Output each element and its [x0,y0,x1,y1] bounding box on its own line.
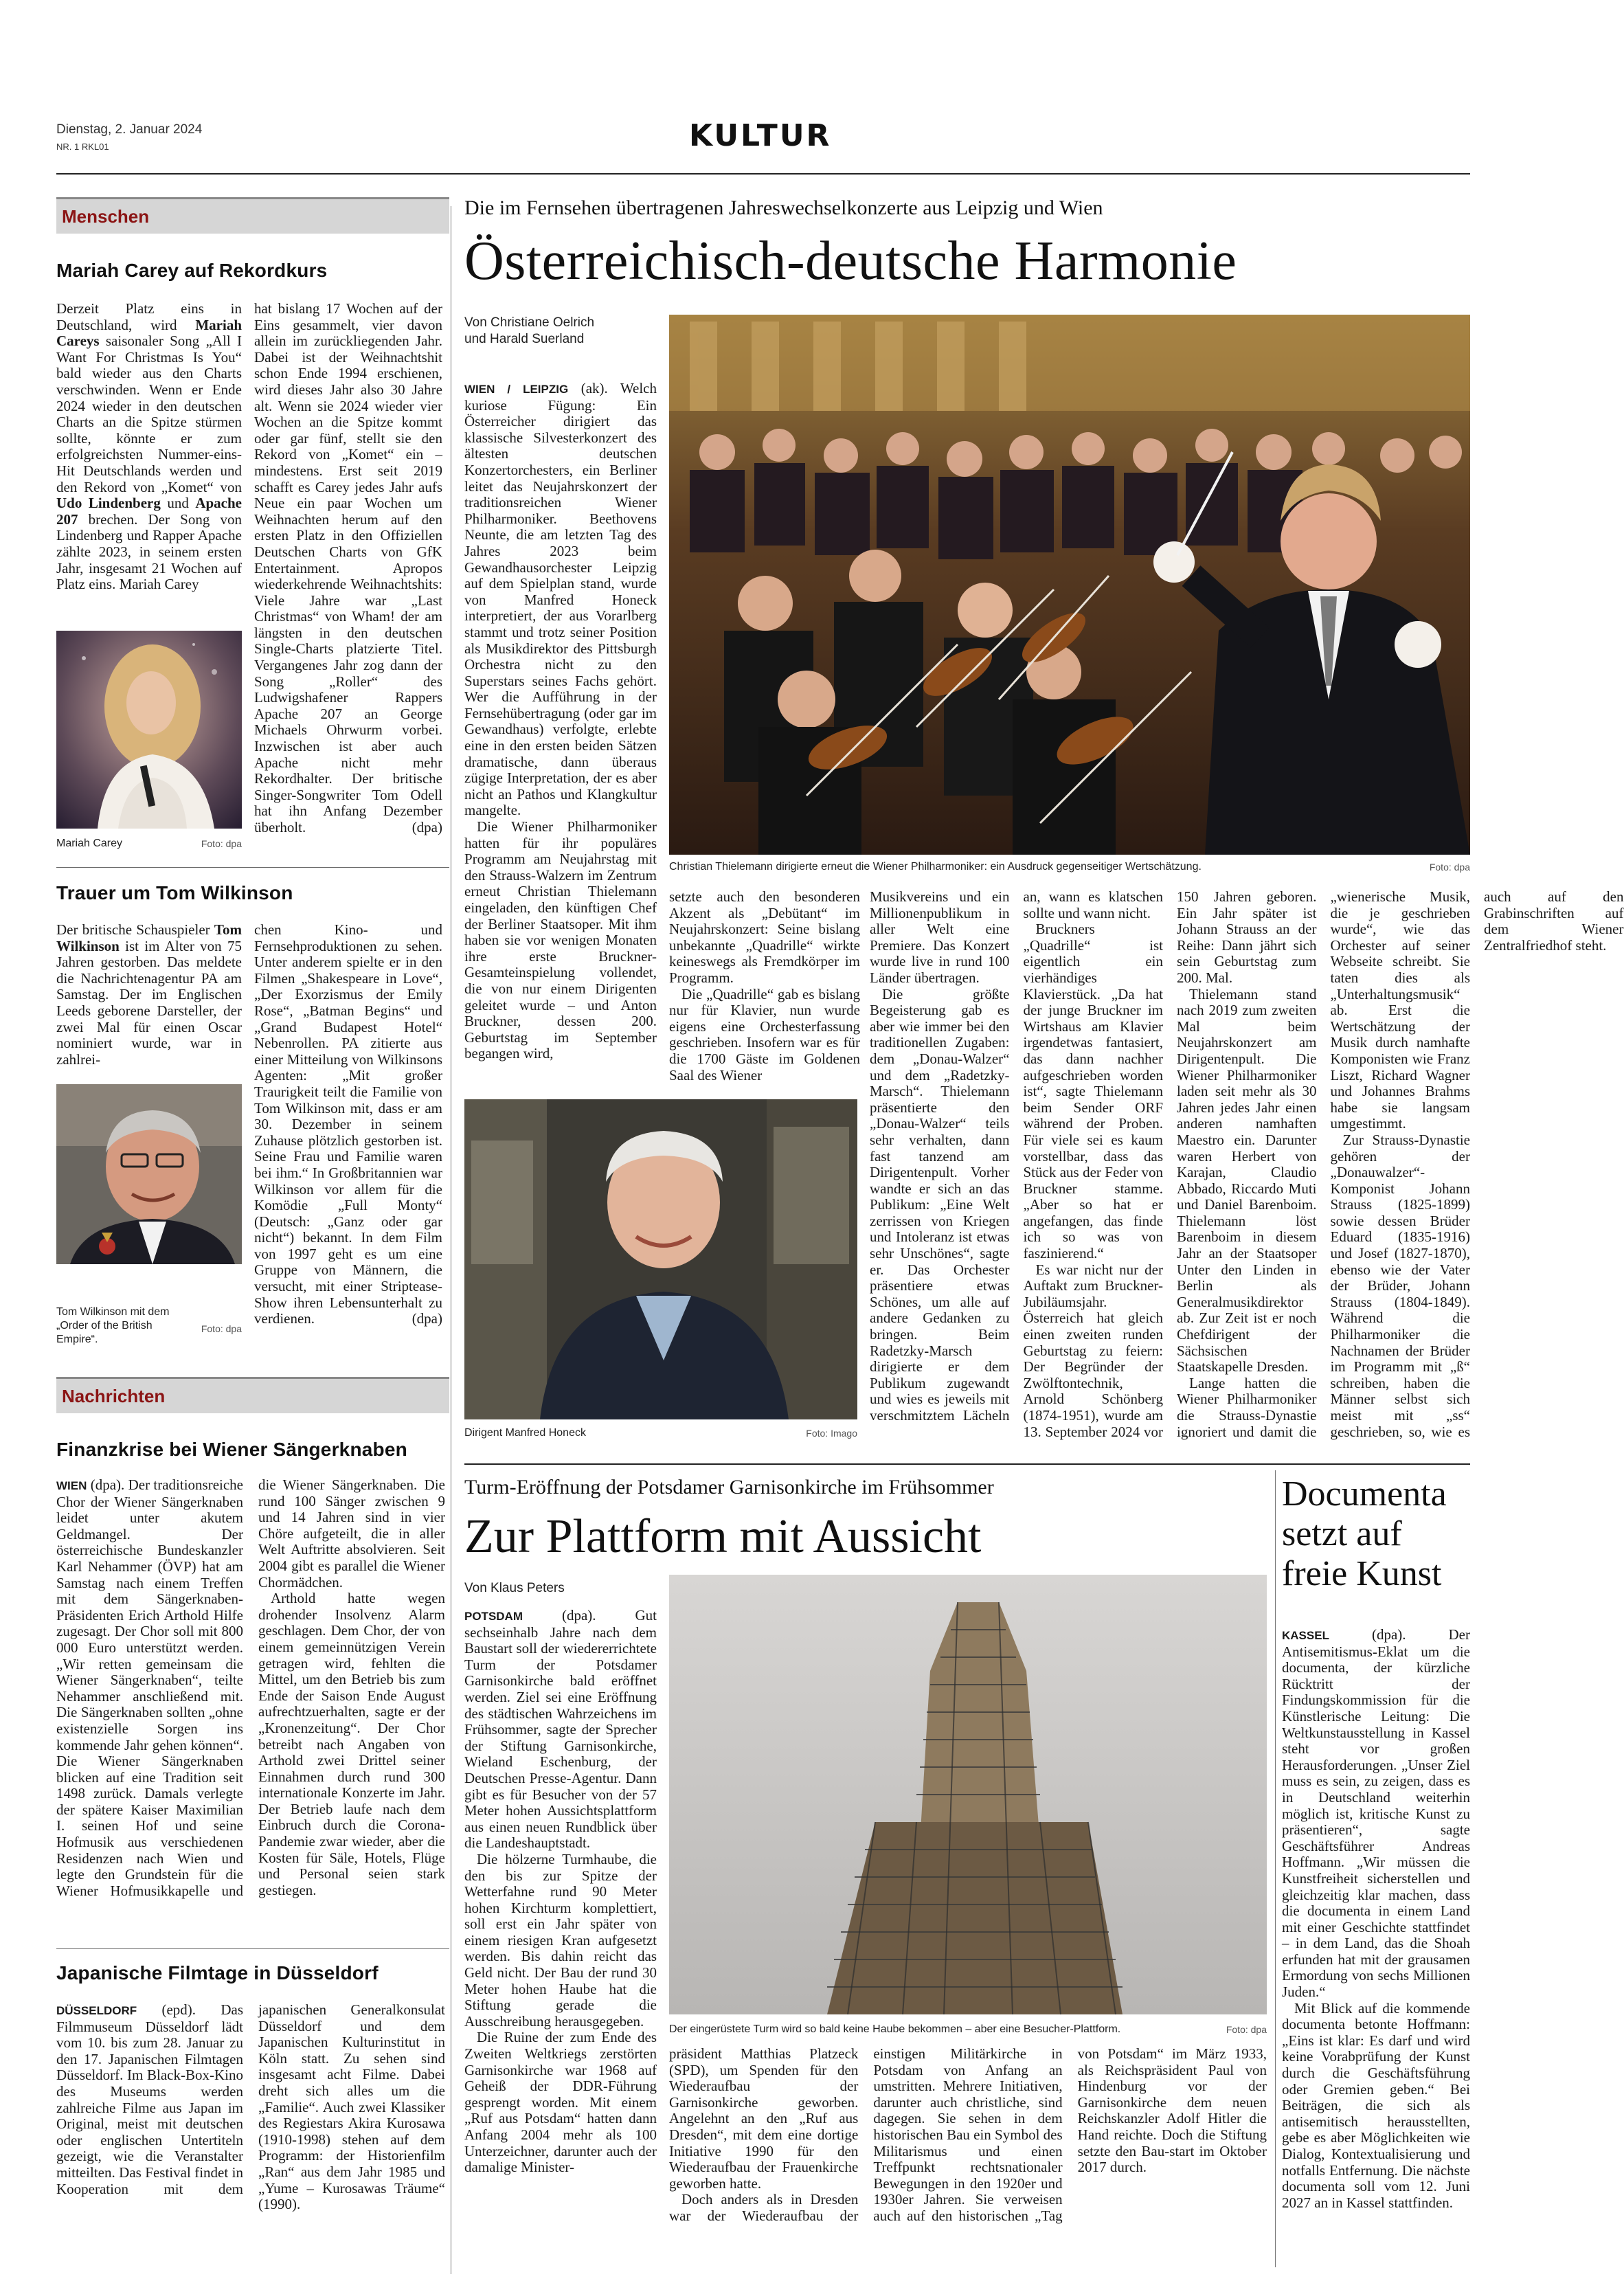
carey-credit: Foto: dpa [201,838,242,849]
nachrichten-divider [56,1948,449,1949]
menschen-box-header [56,197,449,234]
carey-end-tag: (dpa) [411,819,442,835]
garnison-body-col1: POTSDAM (dpa). Gut sechseinhalb Jahre nach dem Baustart soll der wiedererrichtete Turm der Potsdamer Garnisonkirche bald eröffnet werden. Ziel sei eine Eröffnung des städtischen Wahrzeichens im Frühsommer, sagte der Sprecher der Stiftung Garnisonkirche, Wieland Eschenburg, der Deutschen Presse-Agentur. Dann gibt es für Besucher von der 57 Meter hohen Aussichtsplattform aus einen neuen Rundblick über die Landeshauptstadt. Die hölzerne Turmhaube, die den bis zur Spitze der Wetterfahne rund 90 Meter hohen Kirchturm komplettiert, soll erst ein Jahr später von einem riesigen Kran aufgesetzt werden. Bis dahin reicht das Geld nicht. Der Bau der rund 30 Meter hohen Haube hat die Stiftung gerade die Ausschreibung herausgegeben. Die Ruine der zum Ende des Zweiten Weltkriegs zerstörten Garnisonkirche war 1968 auf Geheiß der DDR-Führung gesprengt worden. Mit einem „Ruf aus Potsdam“ hatten dann Anfang 2004 mehr als 100 Unterzeichner, darunter auch der damalige Minister- [464,1607,657,2176]
honeck-caption: Dirigent Manfred Honeck [464,1427,586,1439]
nachrichten-box-header [56,1377,449,1413]
carey-caption: Mariah Carey [56,838,123,849]
documenta-headline-line3: freie Kunst [1282,1554,1442,1594]
garnison-credit: Foto: dpa [1226,2024,1267,2035]
edition-number: NR. 1 RKL01 [56,142,109,152]
garnison-body-lower: präsident Matthias Platzeck (SPD), um Spenden für den Wiederaufbau der Garnisonkirche geworben. Angelehnt an den „Ruf aus Dresden“, mit dem eine dortige Initiative 1990 für den Wiederaufbau der Frauenkirche geworben hatte. Doch anders als in Dresden war der Wiederaufbau der einstigen Militärkirche in Potsdam von Anfang an umstritten. Mehrere Initiativen, darunter auch christliche, sind dagegen. Sie sehen in dem historischen Bau ein Symbol des Militarismus und einen Treffpunkt rechtsnationaler Bewegungen in den 1920er und 1930er Jahren. Sie verweisen auch auf den historischen „Tag von Potsdam“ im März 1933, als Reichspräsident Paul von Hindenburg vor der Garnisonkirche dem neuen Reichskanzler Adolf Hitler die Hand reichte. Doch die Stiftung setzte den Bau-start im Oktober 2017 durch. [669,2045,1267,2224]
menschen-label: Menschen [62,206,150,227]
lead-place: WIEN / LEIPZIG [464,383,569,396]
documenta-place: KASSEL [1282,1629,1329,1642]
filmtage-place: DÜSSELDORF [56,2004,137,2017]
wilkinson-end-tag: (dpa) [411,1310,442,1327]
documenta-body: KASSEL (dpa). Der Antisemitismus-Eklat um die documenta, der kürzliche Rücktritt der Findungskommission für die Künstlerische Leitung: Die Weltkunstausstellung in Kassel steht vor großen Herausforderungen. „Unser Ziel muss es sein, zu zeigen, dass es in Deutschland weiterhin möglich ist, kritische Kunst zu präsentieren“, sagte Geschäftsführer Andreas Hoffmann. „Wir müssen die Kunstfreiheit sicherstellen und gleichzeitig klar machen, dass die documenta in einem Land mit einer Geschichte stattfindet – in dem Land, das die Shoah erfunden hat mit der grausamen Ermordung von sechs Millionen Juden.“ Mit Blick auf die kommende documenta betonte Hoffmann: „Eins ist klar: Es darf und wird keine Vorabprüfung der Kunst durch die Geschäftsführung oder Gremien geben.“ Bei Beiträgen, die sich als antisemitisch herausstellten, gebe es aber Möglichkeiten wie Dialog, Kontextualisierung und notfalls Entfernung. Die nächste documenta soll vom 12. Juni 2027 an in Kassel stattfinden. [1282,1626,1470,2211]
lead-author-line1: Von Christiane Oelrich [464,315,595,330]
honeck-credit: Foto: Imago [806,1428,857,1439]
documenta-headline [1282,1474,1447,1595]
lead-author [464,315,594,348]
lead-headline: Österreichisch-deutsche Harmonie [464,231,1237,291]
issue-date: Dienstag, 2. Januar 2024 [56,122,203,137]
filmtage-body: DÜSSELDORF (epd). Das Filmmuseum Düsseldorf lädt vom 10. bis zum 28. Januar zu den 17. Japanischen Filmtagen Düsseldorf. Im Black-Box-Kino des Museums werden zahlreiche Filme aus Japan im Original, meist mit deutschen oder englischen Untertiteln gezeigt, wie die Veranstalter mitteilten. Das Festival findet in Kooperation mit dem japanischen Generalkonsulat Düsseldorf und dem Japanischen Kulturinstitut in Köln statt. Zu sehen sind insgesamt acht Filme. Dabei dreht sich alles um die „Familie“. Auch zwei Klassiker des Regiestars Akira Kurosawa (1910-1998) stehen auf dem Programm: der Historienfilm „Ran“ aus dem Jahr 1985 und „Yume – Kurosawas Träume“ (1990). [56,2001,445,2213]
wilkinson-credit: Foto: dpa [201,1323,242,1334]
garnison-kicker: Turm-Eröffnung der Potsdamer Garnisonkirche im Frühsommer [464,1476,994,1498]
filmtage-headline: Japanische Filmtage in Düsseldorf [56,1962,379,1984]
saengerknaben-headline: Finanzkrise bei Wiener Sängerknaben [56,1439,407,1460]
thielemann-photo [669,315,1470,855]
wilkinson-body-col2: chen Kino- und Fernsehproduktionen zu sehen. Unter anderem spielte er in den Filmen „Shakespeare in Love“, „Der Exorzismus der Emily Rose“, „Batman Begins“ und „Grand Budapest Hotel“ Nebenrollen. PA zitierte aus einer Mitteilung von Wilkinsons Agenten: „Mit großer Traurigkeit teilt die Familie von Tom Wilkinson mit, dass er am 30. Dezember in seinem Zuhause plötzlich gestorben ist. Seine Frau und Familie waren bei ihm.“ In Großbritannien war Wilkinson vor allem für die Komödie „Full Monty“ (Deutsch: „Ganz oder gar nicht“) bekannt. In dem Film von 1997 geht es um eine Gruppe von Männern, die versucht, mit einer Striptease-Show ihren Lebensunterhalt zu verdienen. (dpa) [254,921,442,1327]
lead-body-cols-right: Musikvereins und ein Millionenpublikum in aller Welt eine Premiere. Das Konzert wurde live in rund 100 Länder übertragen. Die größte Begeisterung gab es aber wie immer bei den traditionellen Zugaben: dem „Donau-Walzer“ und dem „Radetzky-Marsch“. Thielemann präsentierte den „Donau-Walzer“ teils sehr verhalten, dann fast tanzend am Dirigentenpult. Vorher wandte er sich an das Publikum: „Eine Welt zerrissen von Kriegen und Intoleranz ist etwas sehr Unschönes“, sagte er. Das Orchester präsentiere etwas Schönes, um alle auf andere Gedanken zu bringen. Beim Radetzky-Marsch dirigierte er dem Publikum zugewandt und wies es jeweils mit verschmitztem Lächeln an, wann es klatschen sollte und wann nicht. Bruckners „Quadrille“ ist eigentlich ein vierhändiges Klavierstück. „Da hat der junge Bruckner im Wirtshaus am Klavier irgendetwas fantasiert, das dann nachher aufgeschrieben worden ist“, sagte Thielemann beim Sender ORF während der Proben. Für viele sei es kaum vorstellbar, dass das Stück aus der Feder von Bruckner stamme. „Aber so hat er angefangen, das finde ich so was von faszinierend.“ Es war nicht nur der Auftakt zum Bruckner-Jubiläumsjahr. Österreich hat gleich einen zweiten runden Geburtstag zu feiern: Der Begründer der Zwölftontechnik, Arnold Schönberg (1874-1951), wurde am 13. September 2024 vor 150 Jahren geboren. Ein Jahr später ist Johann Strauss an der Reihe: Dann jährt sich sein Geburtstag zum 200. Mal. Thielemann stand nach 2019 zum zweiten Mal beim Neujahrskonzert am Dirigentenpult. Die Wiener Philharmoniker laden seit mehr als 30 Jahren jedes Jahr einen anderen namhaften Maestro ein. Darunter waren Herbert von Karajan, Claudio Abbado, Riccardo Muti und Daniel Barenboim. Thielemann löst Barenboim in diesem Jahr an der Staatsoper Unter den Linden in Berlin als Generalmusikdirektor ab. Zur Zeit ist er noch Chefdirigent der Sächsischen Staatskapelle Dresden. Lange hatten die Wiener Philharmoniker die Strauss-Dynastie ignoriert und damit die „wienerische Musik, die je geschrieben wurde“, wie das Orchester auf seiner Webseite schreibt. Sie taten dies als „Unterhaltungsmusik“ ab. Erst die Wertschätzung der Musik durch namhafte Komponisten wie Franz Liszt, Richard Wagner und Johannes Brahms habe sie langsam umgestimmt. Zur Strauss-Dynastie gehören der „Donauwalzer“-Komponist Johann Strauss (1825-1899) sowie dessen Brüder Eduard (1835-1916) und Josef (1827-1870), ebenso wie der Vater der Brüder, Johann Strauss (1804-1849). Während die Philharmoniker die Nachnamen der Brüder im Programm mit „ß“ schreiben, haben die Männer selbst sich meist mit „ss“ geschrieben, so, wie es auch auf den Grabinschriften auf dem Wiener Zentralfriedhof steht. [870,888,1624,1440]
documenta-divider [1275,1470,1276,2267]
carey-photo [56,631,242,829]
garnison-author: Von Klaus Peters [464,1581,565,1595]
documenta-headline-line1: Documenta [1282,1474,1447,1514]
saengerknaben-place: WIEN [56,1479,87,1492]
carey-headline: Mariah Carey auf Rekordkurs [56,260,328,281]
honeck-photo [464,1099,857,1419]
wilkinson-body-col1: Der britische Schauspieler Tom Wilkinson ist im Alter von 75 Jahren gestorben. Das meldete die Nachrichtenagentur PA am Samstag. Der im Englischen Leeds geborene Darsteller, der zwei Mal für einen Oscar nominiert wurde, war in zahlrei- [56,921,242,1068]
garnison-place: POTSDAM [464,1610,523,1623]
carey-body-col2: hat bislang 17 Wochen auf der Eins gesammelt, vier davon allein im zurückliegenden Jahr. Dabei ist der Weihnachtshit schon Ende 1994 erschienen, wird dieses Jahr also 30 Jahre alt. Wenn sie 2024 wieder vier Wochen an die Spitze kommt oder gar fünf, stellt sie den Rekord von „Komet“ ein – mindestens. Erst seit 2019 schafft es Carey jedes Jahr aufs Neue ein paar Wochen um Weihnachten herum auf den ersten Platz in den Offiziellen Deutschen Charts von GfK Entertainment. Apropos wiederkehrende Weihnachtshits: Viele Jahre war „Last Christmas“ von Wham! der am längsten in den deutschen Single-Charts platzierte Titel. Vergangenes Jahr zog dann der Song „Roller“ des Ludwigshafener Rappers Apache 207 an George Michaels Ohrwurm vorbei. Inzwischen ist aber auch Apache nicht mehr Rekordhalter. Der britische Singer-Songwriter Tom Odell hat ihn Anfang Dezember überholt. (dpa) [254,300,442,835]
wilkinson-caption: Tom Wilkinson mit dem „Order of the British Empire“. [56,1306,170,1345]
saengerknaben-body: WIEN (dpa). Der traditionsreiche Chor der Wiener Sängerknaben leidet unter akutem Geldmangel. Der österreichische Bundeskanzler Karl Nehammer (ÖVP) hat am Samstag nach einem Treffen mit dem Sängerknaben-Präsidenten Erich Arthold Hilfe zugesagt. Der Chor soll mit 800 000 Euro unterstützt werden. „Wir retten gemeinsam die Wiener Sängerknaben“, teilte Nehammer anschließend mit. Die Sängerknaben sollten „ohne existenzielle Sorgen ins kommende Jahr gehen können“. Die Wiener Sängerknaben blicken auf eine Tradition seit 1498 zurück. Damals verlegte der spätere Kaiser Maximilian I. seinen Hof und seine Hofmusik aus verschiedenen Residenzen nach Wien und legte den Grundstein für die Wiener Hofmusikkapelle und die Wiener Sängerknaben. Die rund 100 Sänger zwischen 9 und 14 Jahren sind in vier Chöre aufgeteilt, die in aller Welt Auftritte absolvieren. Seit 2004 gibt es parallel die Wiener Chormädchen. Arthold hatte wegen drohender Insolvenz Alarm geschlagen. Dem Chor, der von einem gemeinnützigen Verein getragen wird, fehlten die Mittel, um den Betrieb bis zum Ende der Saison Ende August aufrechtzuerhalten, sagte er der „Kronenzeitung“. Der Chor betreibt nach Angaben von Arthold zwei Drittel seiner Einnahmen durch rund 300 internationale Konzerte im Jahr. Der Betrieb laufe nach dem Einbruch durch die Corona-Pandemie zwar wieder, aber die Kosten für Säle, Hotels, Flüge und Personal seien stark gestiegen. [56,1476,445,1899]
thielemann-credit: Foto: dpa [1429,862,1470,873]
garnison-photo [669,1575,1267,2014]
documenta-headline-line2: setzt auf [1282,1514,1402,1554]
header-rule [56,173,1470,175]
lead-body-col2-top: setzte auch den besonderen Akzent als „Debütant“ im Neujahrskonzert: Seine bislang unbekannte „Quadrille“ wirkte keineswegs als Fremdkörper im Programm. Die „Quadrille“ gab es bislang nur für Klavier, nun wurde eigens eine Orchesterfassung geschrieben. Insofern war es für die 1700 Gäste im Goldenen Saal des Wiener [669,888,860,1083]
menschen-divider [56,867,449,868]
nachrichten-label: Nachrichten [62,1386,166,1406]
thielemann-caption: Christian Thielemann dirigierte erneut die Wiener Philharmoniker: ein Ausdruck gegenseitiger Wertschätzung. [669,861,1202,873]
garnison-headline: Zur Plattform mit Aussicht [464,1510,982,1563]
carey-body-col1: Derzeit Platz eins in Deutschland, wird Mariah Careys saisonaler Song „All I Want For Christmas Is You“ bald wieder aus den Charts verschwinden. Wenn er Ende 2024 wieder in den deutschen Charts an die Spitze stürmen sollte, könnte er zum erfolgreichsten Nummer-eins-Hit Deutschlands werden und den Rekord von „Komet“ von Udo Lindenberg und Apache 207 brechen. Der Song von Lindenberg und Rapper Apache zählte 2023, in seinem ersten Jahr, insgesamt 21 Wochen auf Platz eins. Mariah Carey [56,300,242,593]
garnison-caption: Der eingerüstete Turm wird so bald keine Haube bekommen – aber eine Besucher-Plattform. [669,2023,1121,2035]
lead-bottom-rule [464,1463,1470,1465]
lead-body-col1: WIEN / LEIPZIG (ak). Welch kuriose Fügung: Ein Österreicher dirigiert das klassische Silvesterkonzert des ältesten deutschen Konzertorchesters, ein Berliner leitet das Neujahrskonzert der traditionsreichen Wiener Philharmoniker. Beethovens Neunte, die am letzten Tag des Jahres 2023 beim Gewandhausorchester Leipzig auf dem Spielplan stand, wurde von Manfred Honeck interpretiert, der aus Vorarlberg stammt und trotz seiner Position als Musikdirektor des Pittsburgh Orchestra nicht zu den Superstars seines Fachs gehört. Wer die Aufführung in der Fernsehübertragung (oder gar im Gewandhaus) verfolgte, erlebte eine in den ersten beiden Sätzen dramatische, dann überaus zügige Interpretation, der es aber nicht an Pathos und Klangkultur mangelte. Die Wiener Philharmoniker hatten für ihr populäres Programm am Neujahrstag mit den Strauss-Walzern im Zentrum erneut Christian Thielemann eingeladen, den künftigen Chef der Berliner Staatsoper. Mit ihm haben sie vor wenigen Monaten ihre erste Bruckner-Gesamteinspielung vollendet, die von nur einem Dirigenten geleitet wurde – und Anton Bruckner, dessen 200. Geburtstag im September begangen wird, [464,380,657,1062]
wilkinson-photo [56,1084,242,1264]
lead-kicker: Die im Fernsehen übertragenen Jahreswechselkonzerte aus Leipzig und Wien [464,196,1103,219]
section-title: KULTUR [689,118,832,153]
lead-author-line2: und Harald Suerland [464,332,585,346]
wilkinson-headline: Trauer um Tom Wilkinson [56,882,293,903]
